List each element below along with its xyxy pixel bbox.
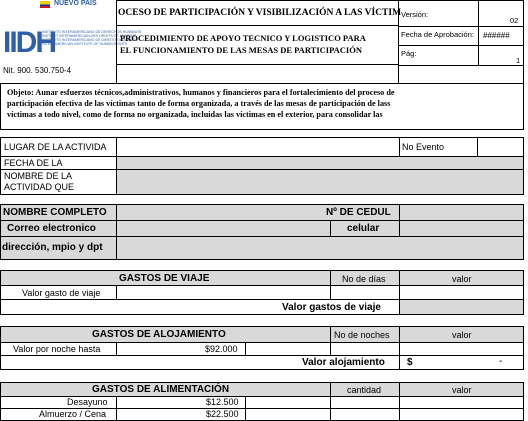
lunch-label: Almuerzo / Cena bbox=[39, 409, 107, 419]
nuevo-pais-logo: NUEVO PAÍS bbox=[54, 0, 97, 7]
travel-header-row bbox=[0, 270, 524, 286]
breakfast-label: Desayuno bbox=[67, 397, 108, 407]
breakfast-value: $12.500 bbox=[206, 397, 239, 407]
version-block bbox=[398, 0, 524, 84]
process-title-cell bbox=[116, 0, 402, 26]
page-value: 1 bbox=[516, 56, 521, 65]
lunch-qty-input[interactable] bbox=[331, 409, 399, 420]
place-value-field[interactable] bbox=[116, 138, 398, 156]
lodging-rate-row bbox=[0, 342, 524, 356]
activity-date-row bbox=[0, 156, 524, 170]
lodging-header-row bbox=[0, 326, 524, 343]
lunch-value: $22.500 bbox=[206, 409, 239, 419]
iidh-logo-subtext: INSTITUTO INTERAMERICANO DE DERECHOS HUMANOS INSTITUT INTERAMÉRICAIN DES DROITS DE L'HOMME INSTITUTO INTERAMERICANO DE DIREITOS HUMANOS INTER-AMERICAN INSTITUTE OF HUMAN RIGHTS bbox=[42, 30, 142, 46]
lodging-value-label: valor bbox=[452, 330, 472, 340]
lodging-total-currency: $ bbox=[407, 357, 413, 368]
travel-total-row bbox=[0, 299, 524, 315]
header-logo-area bbox=[0, 0, 142, 84]
page-label: Pág: bbox=[401, 49, 417, 58]
objective-line2: participación efectiva de las víctimas tanto de forma organizada, a través de las mesas de participación de lass bbox=[7, 99, 391, 108]
flag-icon bbox=[40, 1, 50, 8]
objective-line1: Objeto: Aunar esfuerzos técnicos,administrativos, humanos y financieros para el fortalecimiento del proceso de bbox=[7, 88, 395, 97]
cell-label: celular bbox=[347, 223, 380, 234]
food-header-row bbox=[0, 382, 524, 397]
lodging-nights-label: No de noches bbox=[334, 330, 390, 340]
lodging-total-value: - bbox=[499, 356, 503, 367]
food-lunch-row bbox=[0, 408, 524, 421]
iidh-logo: IIDH bbox=[3, 26, 55, 59]
version-value: 02 bbox=[510, 16, 519, 25]
event-label: No Evento bbox=[402, 142, 445, 152]
place-label: LUGAR DE LA ACTIVIDA bbox=[4, 142, 107, 152]
travel-cost-row bbox=[0, 285, 524, 300]
travel-total-label: Valor gastos de viaje bbox=[282, 302, 381, 313]
approval-value: ###### bbox=[483, 31, 510, 40]
travel-total-value bbox=[400, 300, 523, 314]
date-label: FECHA DE LA bbox=[4, 158, 63, 168]
date-value-field[interactable] bbox=[117, 157, 523, 169]
id-label: Nº DE CEDUL bbox=[326, 207, 391, 218]
travel-days-label: No de días bbox=[342, 274, 386, 284]
travel-days-input[interactable] bbox=[331, 286, 399, 299]
lodging-rate-label: Valor por noche hasta bbox=[13, 344, 101, 354]
nit-text: Nit. 900. 530.750-4 bbox=[3, 66, 72, 75]
procedure-title-line2: EL FUNCIONAMIENTO DE LAS MESAS DE PARTICIPACIÓN bbox=[120, 45, 362, 55]
email-label: Correo electronico bbox=[7, 223, 96, 234]
lodging-total-label: Valor alojamiento bbox=[302, 357, 385, 368]
name-label-line1: NOMBRE DE LA bbox=[4, 171, 73, 181]
address-label: dirección, mpio y dpt bbox=[2, 242, 103, 253]
procedure-title-line1: PROCEDIMIENTO DE APOYO TECNICO Y LOGISTICO PARA bbox=[120, 33, 366, 43]
travel-value-label: valor bbox=[452, 274, 472, 284]
person-address-row bbox=[0, 236, 524, 260]
lodging-total-row bbox=[0, 355, 524, 370]
activity-name-row bbox=[0, 169, 524, 195]
objective-box bbox=[0, 83, 524, 130]
objective-line3: víctimas a todo nivel, como de forma no organizada, incluidas las víctimas en el exterior, para consolidar las bbox=[7, 110, 383, 119]
process-title: OCESO DE PARTICIPACIÓN Y VISIBILIZACIÓN A LAS VÍCTIM bbox=[118, 8, 402, 18]
lodging-title: GASTOS DE ALOJAMIENTO bbox=[92, 329, 226, 340]
activity-name-field[interactable] bbox=[117, 170, 523, 194]
food-qty-label: cantidad bbox=[347, 385, 382, 395]
event-value-field[interactable] bbox=[478, 138, 524, 157]
travel-title: GASTOS DE VIAJE bbox=[119, 273, 210, 284]
travel-cost-label: Valor gasto de viaje bbox=[22, 288, 101, 298]
approval-label: Fecha de Aprobación: bbox=[401, 30, 474, 39]
breakfast-qty-input[interactable] bbox=[331, 397, 399, 408]
lodging-nights-input[interactable] bbox=[331, 343, 399, 355]
full-name-label: NOMBRE COMPLETO bbox=[3, 207, 107, 218]
food-title: GASTOS DE ALIMENTACIÓN bbox=[92, 384, 230, 395]
person-email-row bbox=[0, 220, 524, 237]
lodging-rate-value: $92.000 bbox=[205, 344, 238, 354]
person-name-row bbox=[0, 204, 524, 221]
version-label: Versión: bbox=[401, 10, 429, 19]
procedure-title-cell bbox=[116, 25, 399, 65]
blank-header-cell bbox=[116, 64, 399, 84]
name-label-line2: ACTIVIDAD QUE bbox=[4, 182, 75, 192]
food-value-label: valor bbox=[452, 385, 472, 395]
